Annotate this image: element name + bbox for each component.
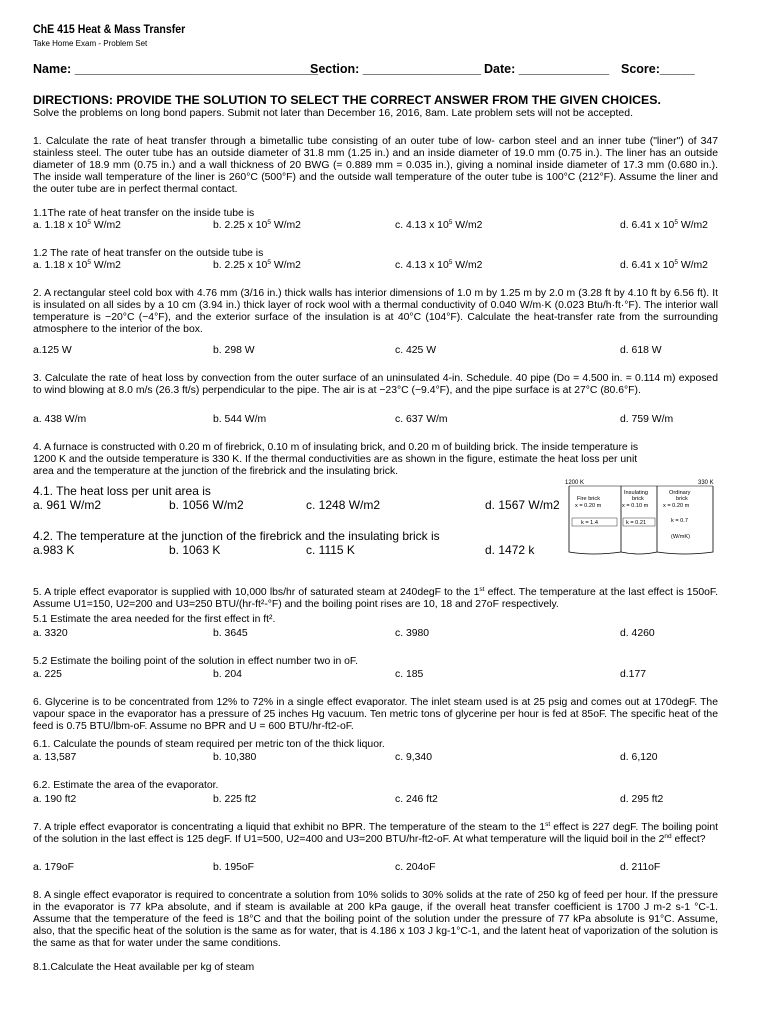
option-a[interactable]: a. 1.18 x $10^5$ W/m2 bbox=[33, 219, 121, 231]
question-5-text: 5. A triple effect evaporator is supplied with 10,000 lbs/hr of saturated steam at 240degF to the 1st effect. The temperature at the last effect is 150oF. Assume U1=150, U2=200 and U3=250 BTU/(hr-ft²-°F) and the boiling point rises are 10, 18 and 27oF respectively. bbox=[33, 586, 719, 610]
option-a[interactable]: a.983 K bbox=[33, 543, 75, 557]
question-6-1-prompt: 6.1. Calculate the pounds of steam required per metric ton of the thick liquor. bbox=[33, 739, 385, 750]
option-c[interactable]: c. 185 bbox=[395, 669, 424, 680]
question-1-2-prompt: 1.2 The rate of heat transfer on the outside tube is bbox=[33, 248, 264, 259]
question-7-options bbox=[33, 862, 733, 875]
question-4-1-options bbox=[33, 498, 593, 513]
option-c[interactable]: c. 3980 bbox=[395, 628, 430, 639]
option-a[interactable]: a. 13,587 bbox=[33, 752, 77, 763]
option-d[interactable]: d. 295 ft2 bbox=[620, 794, 664, 805]
question-4-line-2: 1200 K and the outside temperature is 330 K. If the thermal conductivities are as shown in the figure, estimate the heat loss per unit bbox=[33, 454, 638, 465]
layer-2-name-2: brick bbox=[632, 496, 644, 502]
exam-subtitle: Take Home Exam - Problem Set bbox=[33, 39, 148, 48]
question-8-text: 8. A single effect evaporator is required to concentrate a solution from 10% solids to 30% solids at the rate of 250 kg of feed per hour. If the pressure in the evaporator is 77 kPa absolute, and if steam is available at 200 kPa gauge, if the overall heat transfer coefficient is 1700 J m-2 s-1 °C-1. Assume that the temperature of the feed is 18°C and that the boiling point of the solution under the pressure of 77 kPa absolute is 91°C. Assume, also, that the specific heat of the solution is the same as for water, that is 4.186 x 103 J kg-1°C-1, and the latent heat of vaporization of the solution is the same as that for water under the same conditions. bbox=[33, 890, 718, 949]
option-d[interactable]: d. 1567 W/m2 bbox=[485, 498, 560, 512]
option-d[interactable]: d. 6.41 x $10^5$ W/m2 bbox=[620, 219, 708, 231]
question-4-1-prompt: 4.1. The heat loss per unit area is bbox=[33, 484, 211, 498]
question-1-2-options bbox=[33, 260, 733, 273]
option-b[interactable]: b. 298 W bbox=[213, 345, 255, 356]
directions-note: Solve the problems on long bond papers. Submit not later than December 16, 2016, 8am. Late problem sets will not be accepted. bbox=[33, 107, 634, 119]
option-d[interactable]: d. 4260 bbox=[620, 628, 655, 639]
question-7-text: 7. A triple effect evaporator is concentrating a liquid that exhibit no BPR. The temperature of the steam to the 1st effect is 227 degF. The boiling point of the solution in the last effect is 125 degF. If U1=500, U2=400 and U3=200 BTU/hr-ft2-oF. At what temperature will the liquid boil in the 2nd effect? bbox=[33, 821, 719, 845]
option-a[interactable]: a. 3320 bbox=[33, 628, 68, 639]
question-5-1-options bbox=[33, 628, 733, 641]
option-b[interactable]: b. 225 ft2 bbox=[213, 794, 257, 805]
option-d[interactable]: d. 6.41 x $10^5$ W/m2 bbox=[620, 259, 708, 271]
question-5-2-prompt: 5.2 Estimate the boiling point of the solution in effect number two in oF. bbox=[33, 656, 358, 667]
option-b[interactable]: b. 204 bbox=[213, 669, 242, 680]
option-a[interactable]: a. 225 bbox=[33, 669, 62, 680]
conductivity-unit: (W/mK) bbox=[671, 534, 690, 540]
layer-1-thickness: x = 0.20 m bbox=[575, 503, 602, 509]
option-c[interactable]: c. 1115 K bbox=[306, 543, 355, 557]
question-2-options bbox=[33, 345, 733, 358]
option-b[interactable]: b. 10,380 bbox=[213, 752, 257, 763]
question-1-text: 1. Calculate the rate of heat transfer through a bimetallic tube consisting of an outer tube of low- carbon steel and an inner tube ("liner") of 347 stainless steel. The outer tube has an outside diameter of 31.8 mm (1.25 in.) and an inside diameter of 19.0 mm (0.75 in.). The liner has an outside diameter of 18.9 mm (0.75 in.) and a wall thickness of 20 BWG (= 0.889 mm = 0.035 in.), giving a nominal inside diameter of 17.3 mm (0.680 in.). The inside wall temperature of the liner is 260°C (500°F) and the outside wall temperature of the outer tube is 100°C (212°F). Assume the liner and the outer tube are in perfect thermal contact. bbox=[33, 136, 718, 195]
section-field[interactable]: Section: _________________ bbox=[310, 62, 481, 76]
option-c[interactable]: c. 204oF bbox=[395, 862, 436, 873]
question-6-2-options bbox=[33, 794, 733, 807]
option-b[interactable]: b. 195oF bbox=[213, 862, 255, 873]
option-b[interactable]: b. 2.25 x $10^5$ W/m2 bbox=[213, 219, 301, 231]
directions-title: DIRECTIONS: PROVIDE THE SOLUTION TO SELECT THE CORRECT ANSWER FROM THE GIVEN CHOICES. bbox=[33, 93, 661, 107]
layer-2-thickness: x = 0.10 m bbox=[622, 503, 649, 509]
question-4-2-options bbox=[33, 543, 593, 558]
option-c[interactable]: c. 9,340 bbox=[395, 752, 432, 763]
option-c[interactable]: c. 4.13 x $10^5$ W/m2 bbox=[395, 259, 483, 271]
option-d[interactable]: d. 618 W bbox=[620, 345, 662, 356]
question-2-text: 2. A rectangular steel cold box with 4.76 mm (3/16 in.) thick walls has interior dimensions of 1.0 m by 1.25 m by 2.0 m (3.28 ft by 4.10 ft by 6.56 ft). It is insulated on all sides by a 10 cm (3.94 in.) thick layer of rock wool with a thermal conductivity of 0.040 W/m·K (0.023 Btu/h·ft·°F). The interior wall temperature is −20°C (−4°F), and the exterior surface of the insulation is at 40°C (104°F). Calculate the heat-transfer rate from the surrounding atmosphere to the interior of the box. bbox=[33, 288, 718, 335]
option-c[interactable]: c. 246 ft2 bbox=[395, 794, 438, 805]
question-5-2-options bbox=[33, 669, 733, 682]
question-1-1-prompt: 1.1The rate of heat transfer on the inside tube is bbox=[33, 208, 255, 219]
inside-temperature-label: 1200 K bbox=[565, 480, 585, 486]
course-title: ChE 415 Heat & Mass Transfer bbox=[33, 24, 186, 36]
question-6-text: 6. Glycerine is to be concentrated from 12% to 72% in a single effect evaporator. The inlet steam used is at 25 psig and comes out at 170degF. The vapour space in the evaporator has a pressure of 25 inches Hg vacuum. Ten metric tons of glycerine per hour is fed at 85oF. The specific heat of the feed is 0.75 BTU/lbm-oF. Assume no BPR and U = 600 BTU/hr-ft2-oF. bbox=[33, 697, 718, 732]
name-field[interactable]: Name: ___________________________________ bbox=[33, 62, 318, 76]
score-field[interactable]: Score:_____ bbox=[621, 62, 695, 76]
question-5-1-prompt: 5.1 Estimate the area needed for the first effect in ft². bbox=[33, 614, 276, 625]
question-4-line-3: area and the temperature at the junction of the firebrick and the insulating brick. bbox=[33, 466, 399, 477]
question-6-1-options bbox=[33, 752, 733, 765]
option-b[interactable]: b. 1063 K bbox=[169, 543, 221, 557]
question-1-1-options bbox=[33, 220, 733, 233]
layer-3-name-2: brick bbox=[676, 496, 688, 502]
option-a[interactable]: a. 438 W/m bbox=[33, 414, 87, 425]
option-b[interactable]: b. 1056 W/m2 bbox=[169, 498, 244, 512]
question-4-line-1: 4. A furnace is constructed with 0.20 m of firebrick, 0.10 m of insulating brick, and 0.20 m of building brick. The inside temperature is bbox=[33, 442, 639, 453]
option-c[interactable]: c. 425 W bbox=[395, 345, 436, 356]
option-a[interactable]: a.125 W bbox=[33, 345, 72, 356]
option-d[interactable]: d. 211oF bbox=[620, 862, 661, 873]
option-a[interactable]: a. 1.18 x $10^5$ W/m2 bbox=[33, 259, 121, 271]
option-a[interactable]: a. 961 W/m2 bbox=[33, 498, 102, 512]
question-6-2-prompt: 6.2. Estimate the area of the evaporator. bbox=[33, 780, 219, 791]
question-3-text: 3. Calculate the rate of heat loss by convection from the outer surface of an uninsulated 4-in. Schedule. 40 pipe (Do = 4.500 in. = 0.114 m) exposed to wind blowing at 8.0 m/s (26.3 ft/s) perpendicular to the pipe. The air is at −23°C (−9.4°F), and the pipe surface is at 27°C (80.6°F). bbox=[33, 373, 718, 396]
layer-3-name: Ordinary bbox=[669, 490, 691, 496]
layer-2-name: Insulating bbox=[624, 490, 648, 496]
question-3-options bbox=[33, 414, 733, 427]
option-d[interactable]: d. 6,120 bbox=[620, 752, 658, 763]
layer-3-thickness: x = 0.20 m bbox=[663, 503, 690, 509]
question-4-2-prompt: 4.2. The temperature at the junction of the firebrick and the insulating brick is bbox=[33, 529, 440, 543]
option-a[interactable]: a. 179oF bbox=[33, 862, 75, 873]
date-field[interactable]: Date: _____________ bbox=[484, 62, 610, 76]
layer-2-conductivity: k = 0.21 bbox=[626, 520, 647, 526]
option-c[interactable]: c. 4.13 x $10^5$ W/m2 bbox=[395, 219, 483, 231]
option-b[interactable]: b. 2.25 x $10^5$ W/m2 bbox=[213, 259, 301, 271]
furnace-wall-figure bbox=[563, 478, 721, 558]
layer-1-name: Fire brick bbox=[577, 496, 600, 502]
option-c[interactable]: c. 1248 W/m2 bbox=[306, 498, 381, 512]
student-fields bbox=[33, 62, 733, 78]
layer-3-conductivity: k = 0.7 bbox=[671, 518, 688, 524]
question-8-1-prompt: 8.1.Calculate the Heat available per kg of steam bbox=[33, 962, 255, 973]
layer-1-conductivity: k = 1.4 bbox=[581, 520, 598, 526]
option-b[interactable]: b. 3645 bbox=[213, 628, 248, 639]
outside-temperature-label: 330 K bbox=[698, 480, 714, 486]
option-a[interactable]: a. 190 ft2 bbox=[33, 794, 77, 805]
option-d[interactable]: d.177 bbox=[620, 669, 647, 680]
option-b[interactable]: b. 544 W/m bbox=[213, 414, 267, 425]
option-c[interactable]: c. 637 W/m bbox=[395, 414, 448, 425]
option-d[interactable]: d. 1472 k bbox=[485, 543, 535, 557]
option-d[interactable]: d. 759 W/m bbox=[620, 414, 674, 425]
